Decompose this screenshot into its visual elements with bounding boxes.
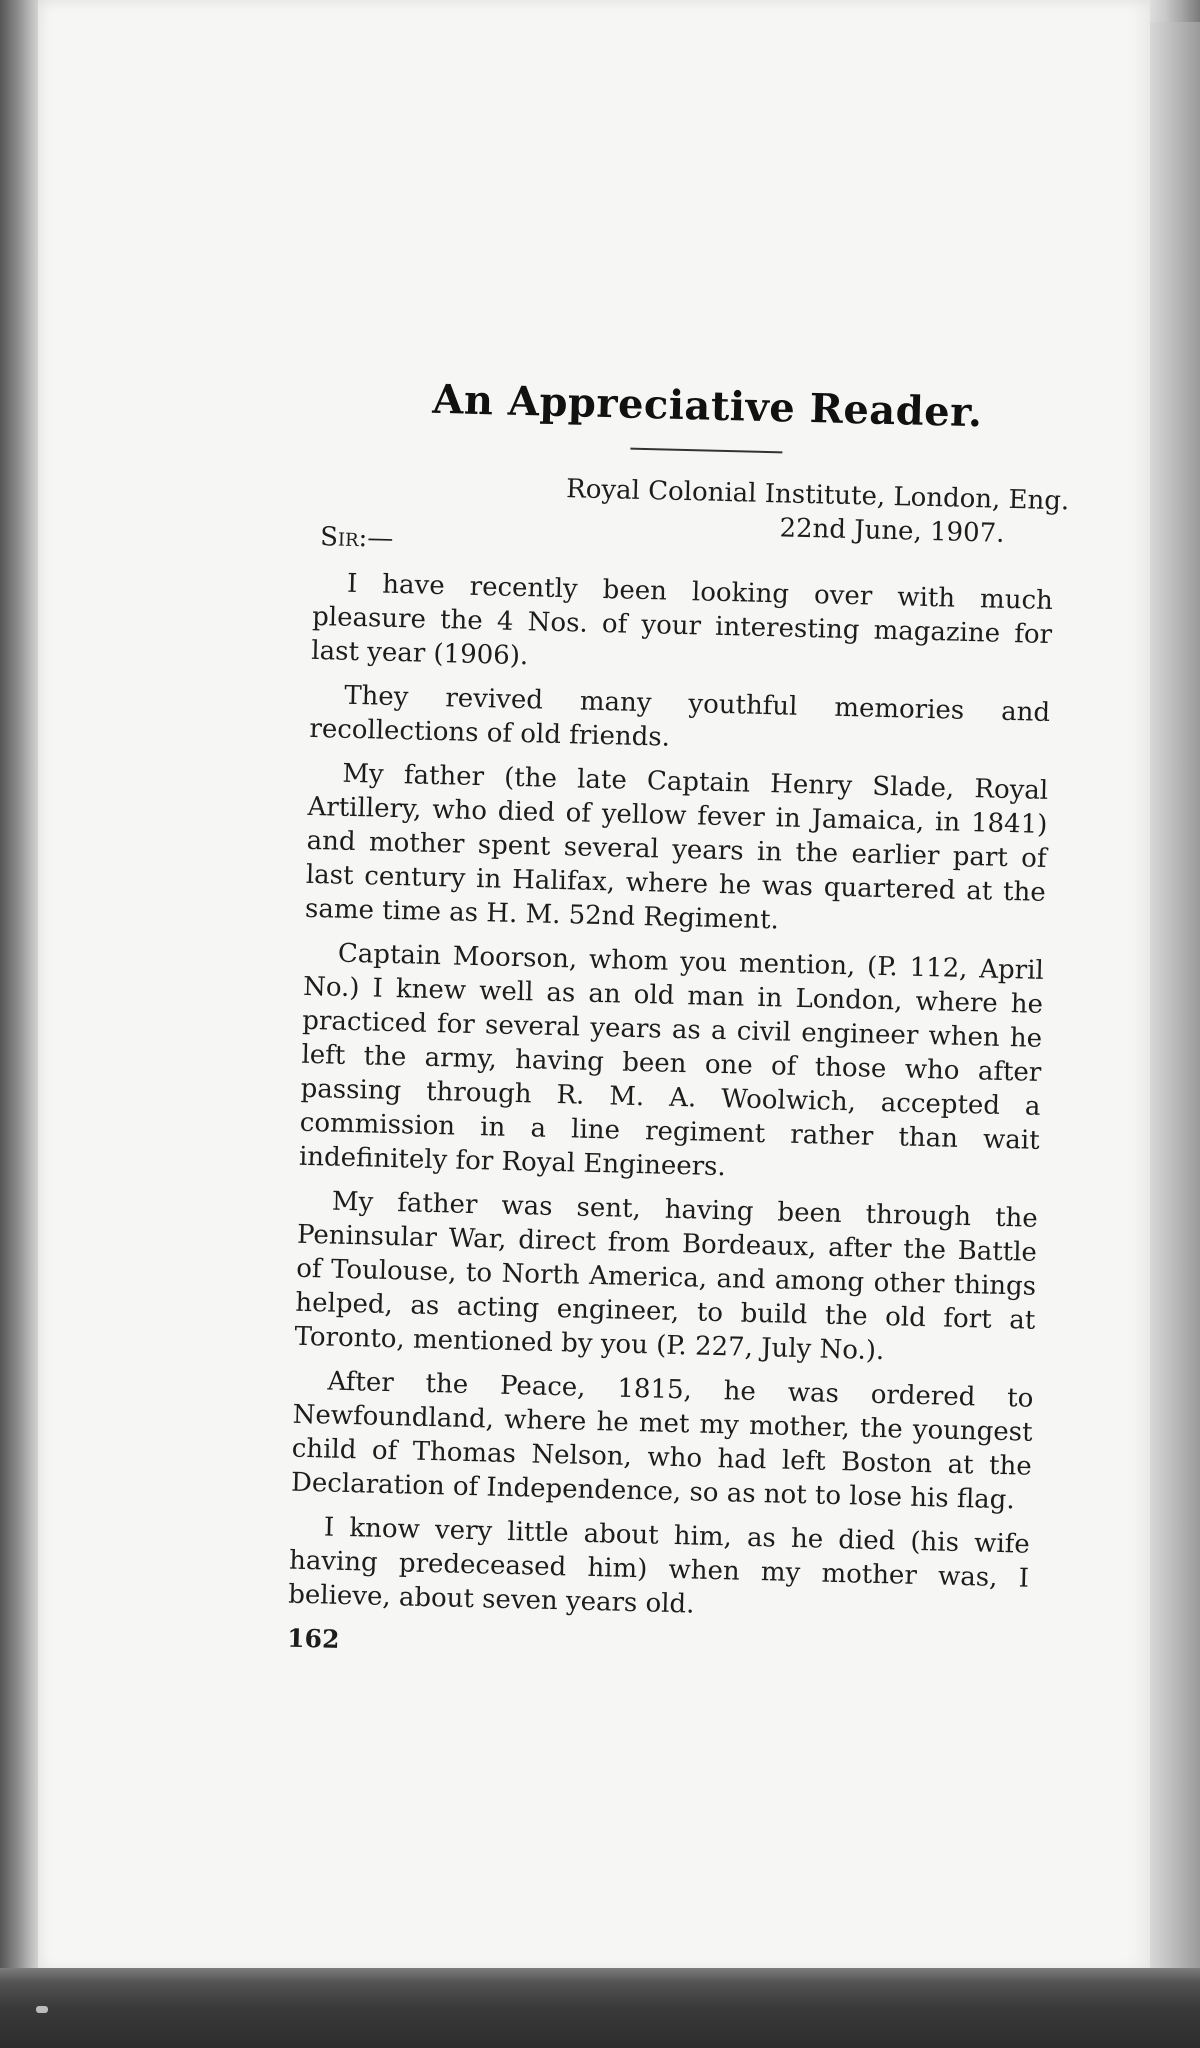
title-rule — [630, 448, 782, 454]
paragraph: After the Peace, 1815, he was ordered to Newfoundland, where he met my mother, the youngest child of Thomas Nelson, who had left Boston at the Declaration of Independence, so as not to lose his flag. — [290, 1366, 1034, 1516]
salutation: Sir:— — [319, 522, 394, 554]
scan-artifact-mark — [36, 2006, 48, 2013]
paragraph: Captain Moorson, whom you mention, (P. 112, April No.) I knew well as an old man in London, where he practiced for several years as a civil engineer when he left the army, having been one of those who after passing through R. M. A. Woolwich, accepted a commission in a line regiment rather than wait indefinitely for Royal Engineers. — [298, 938, 1045, 1183]
paragraph: I have recently been looking over with much pleasure the 4 Nos. of your interesting magazine for last year (1906). — [311, 568, 1054, 672]
page-edge — [1150, 22, 1200, 2002]
article-title: An Appreciative Reader. — [431, 375, 984, 437]
paragraph: I know very little about him, as he died (his wife having predeceased him) when my mother was, I believe, about seven years old. — [287, 1512, 1031, 1620]
address-line-1: Royal Colonial Institute, London, Eng. — [565, 474, 1070, 517]
scanner-bed — [0, 1968, 1200, 2048]
page-number: 162 — [286, 1623, 340, 1654]
text-column — [286, 375, 1070, 1674]
paragraph: My father (the late Captain Henry Slade, Royal Artillery, who died of yellow fever in Jamaica, in 1841) and mother spent several years in the earlier part of last century in Halifax, where he was quartered at the same time as H. M. 52nd Regiment. — [304, 758, 1049, 936]
paragraph: My father was sent, having been through the Peninsular War, direct from Bordeaux, after the Battle of Toulouse, to North America, and among other things helped, as acting engineer, to build the old fort at Toronto, mentioned by you (P. 227, July No.). — [294, 1186, 1039, 1367]
paragraph: They revived many youthful memories and recollections of old friends. — [309, 680, 1051, 753]
address-date: 22nd June, 1907. — [779, 513, 1005, 549]
